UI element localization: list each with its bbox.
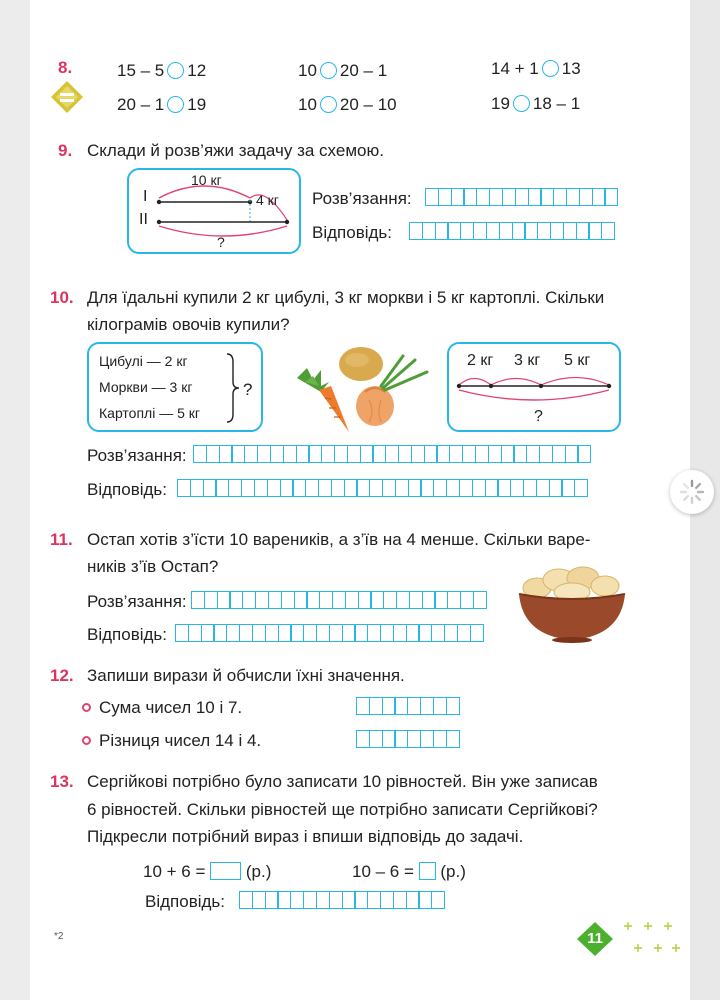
- task9-number: 9.: [58, 141, 73, 160]
- grid-cell[interactable]: [601, 222, 615, 240]
- task12-item1-cells[interactable]: [356, 697, 459, 715]
- task13-expression-2: 10 – 6 = (р.): [352, 862, 466, 881]
- scheme-total-label: 10 кг: [191, 172, 222, 188]
- task13-answer-cells[interactable]: [239, 891, 444, 909]
- task12-item-2: Різниця чисел 14 і 4.: [82, 731, 261, 751]
- list-item: Цибулі — 2 кг: [99, 353, 188, 369]
- grid-cell[interactable]: [431, 891, 445, 909]
- scheme-segment-label: 4 кг: [256, 192, 279, 208]
- compare-circle[interactable]: [167, 62, 184, 79]
- answer-box[interactable]: [210, 862, 241, 880]
- task9-text: Склади й розв’яжи задачу за схемою.: [87, 141, 384, 160]
- answer-box[interactable]: [419, 862, 436, 880]
- task10-solution-label: Розв’язання:: [87, 446, 187, 465]
- comparison-2: 10 20 – 1: [298, 61, 388, 80]
- compare-circle[interactable]: [167, 96, 184, 113]
- task10-number: 10.: [50, 288, 74, 307]
- page-number: 11: [587, 930, 603, 947]
- task13-line3: Підкресли потрібний вираз і впиши відповідь до задачі.: [87, 827, 524, 846]
- scheme-question: ?: [534, 408, 543, 425]
- loading-icon: [678, 478, 706, 506]
- compare-circle[interactable]: [542, 60, 559, 77]
- dumplings-bowl-illustration: [517, 562, 627, 644]
- task10-answer-label: Відповідь:: [87, 480, 168, 499]
- brace-question: ?: [243, 380, 253, 399]
- grid-cell[interactable]: [446, 697, 460, 715]
- compare-circle[interactable]: [320, 62, 337, 79]
- task10-list-box: [87, 342, 263, 432]
- footer-mark: *2: [54, 931, 64, 942]
- task9-answer-label: Відповідь:: [312, 223, 393, 242]
- scheme-label-onion: 2 кг: [467, 352, 494, 369]
- pair-work-icon: [50, 80, 84, 114]
- task10-line1: Для їдальні купили 2 кг цибулі, 3 кг моркви і 5 кг картоплі. Скільки: [87, 288, 605, 307]
- task8-number: 8.: [58, 58, 73, 77]
- scheme-question: ?: [217, 234, 225, 250]
- scheme-row-2: II: [139, 211, 148, 228]
- grid-cell[interactable]: [470, 624, 484, 642]
- task12-number: 12.: [50, 666, 74, 685]
- bullet-icon: [82, 736, 91, 745]
- task11-answer-label: Відповідь:: [87, 625, 168, 644]
- grid-cell[interactable]: [473, 591, 487, 609]
- task13-answer-label: Відповідь:: [145, 892, 226, 911]
- scheme-label-potato: 5 кг: [564, 352, 591, 369]
- comparison-5: 10 20 – 10: [298, 95, 397, 114]
- task13-line2: 6 рівностей. Скільки рівностей ще потрібно записати Сергійкові?: [87, 800, 598, 819]
- grid-cell[interactable]: [604, 188, 618, 206]
- task10-line2: кілограмів овочів купили?: [87, 315, 290, 334]
- grid-cell[interactable]: [446, 730, 460, 748]
- grid-cell[interactable]: [577, 445, 591, 463]
- comparison-3: 14 + 1 13: [491, 59, 581, 78]
- vegetables-illustration: [285, 342, 445, 434]
- task13-number: 13.: [50, 772, 74, 791]
- comparison-4: 20 – 1 19: [117, 95, 207, 114]
- task11-answer-cells[interactable]: [175, 624, 483, 642]
- task13-expression-1: 10 + 6 = (р.): [143, 862, 272, 881]
- scheme-row-1: I: [143, 188, 148, 205]
- list-item: Картоплі — 5 кг: [99, 405, 201, 421]
- task9-answer-cells[interactable]: [409, 222, 614, 240]
- task10-scheme: [447, 342, 621, 432]
- scheme-label-carrot: 3 кг: [514, 352, 541, 369]
- task10-solution-cells[interactable]: [193, 445, 590, 463]
- task11-solution-label: Розв’язання:: [87, 592, 187, 611]
- task11-solution-cells[interactable]: [191, 591, 486, 609]
- comparison-1: 15 – 5 12: [117, 61, 207, 80]
- task11-line2: ників з’їв Остап?: [87, 557, 219, 576]
- task11-number: 11.: [50, 530, 73, 549]
- task11-line1: Остап хотів з’їсти 10 вареників, а з’їв на 4 менше. Скільки варе-: [87, 530, 591, 549]
- comparison-6: 19 18 – 1: [491, 94, 581, 113]
- decorative-stars: [620, 918, 680, 958]
- workbook-page: [30, 0, 690, 1000]
- page-number-badge: [576, 921, 614, 957]
- bullet-icon: [82, 703, 91, 712]
- task12-item-1: Сума чисел 10 і 7.: [82, 698, 242, 718]
- page-turn-button[interactable]: [670, 470, 714, 514]
- compare-circle[interactable]: [320, 96, 337, 113]
- task10-answer-cells[interactable]: [177, 479, 587, 497]
- task9-scheme: [127, 168, 301, 254]
- grid-cell[interactable]: [574, 479, 588, 497]
- task13-line1: Сергійкові потрібно було записати 10 рівностей. Він уже записав: [87, 772, 598, 791]
- compare-circle[interactable]: [513, 95, 530, 112]
- task12-item2-cells[interactable]: [356, 730, 459, 748]
- list-item: Моркви — 3 кг: [99, 379, 193, 395]
- task9-solution-label: Розв’язання:: [312, 189, 412, 208]
- task9-solution-cells[interactable]: [425, 188, 617, 206]
- task12-text: Запиши вирази й обчисли їхні значення.: [87, 666, 405, 685]
